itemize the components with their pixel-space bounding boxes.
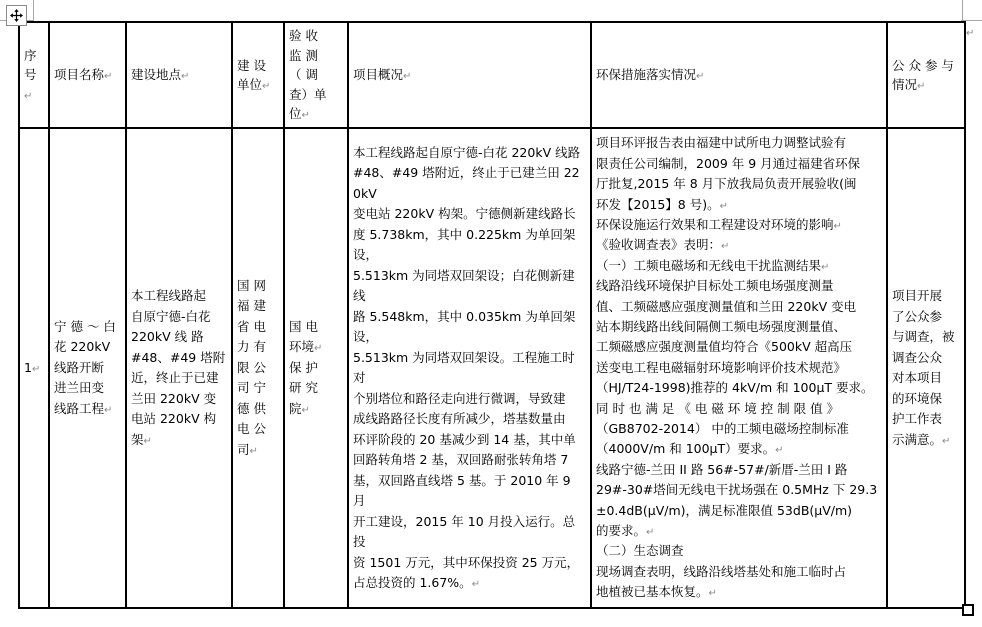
cell-seq[interactable]: 1↵ <box>19 128 49 608</box>
move-cross-icon <box>10 9 23 22</box>
cell-location[interactable]: 本工程线路起 自原宁德-白花 220kV 线 路 #48、#49 塔附 近，终止于已建 兰田 220kV 变 电站 220kV 构 架↵ <box>126 128 232 608</box>
cell-env-measures[interactable]: 项目环评报告表由福建中试所电力调整试验有 限责任公司编制，2009 年 9 月通过福建省环保 厅批复,2015 年 8 月下放我局负责开展验收(闽 环发【2015】8 号)。↵ 环保设施运行效果和工程建设对环境的影响↵ 《验收调查表》表明：↵ （一）工频电磁场和无线电干扰监测结果↵ 线路沿线环境保护目标处工频电场强度测量 值、工频磁感应强度测量值和兰田 220kV 变电 站本期线路出线间隔侧工频电场强度测量值、 工频磁感应强度测量值均符合《500kV 超高压 送变电工程电磁辐射环境影响评价技术规范》 （HJ/T24-1998)推荐的 4kV/m 和 100μT 要求。 同 时 也 满 足 《 电 磁 环 境 控 制 限 值 》 （GB8702-2014） 中的工频电磁场控制标准 （4000V/m 和 100μT）要求。↵ 线路宁德-兰田 II 路 56#-57#/新厝-兰田 I 路 29#-30#塔间无线电干扰场强在 0.5MHz 下 29.3 ±0.4dB(μV/m)，满足标准限值 53dB(μV/m) 的要求。↵ （二）生态调查 现场调查表明，线路沿线塔基处和施工临时占 地植被已基本恢复。↵ <box>591 128 887 608</box>
cell-builder[interactable]: 国 网 福 建 省 电 力 有 限 公 司 宁 德 供 电 公 司↵ <box>232 128 284 608</box>
text-boundary-corner-top-right <box>962 0 963 21</box>
header-seq[interactable]: 序 号↵ <box>19 22 49 128</box>
table-resize-handle[interactable] <box>962 604 974 616</box>
cell-project-name[interactable]: 宁 德 ～ 白 花 220kV 线路开断 进兰田变 线路工程↵ <box>49 128 126 608</box>
header-public-participation[interactable]: 公 众 参 与 情况↵ <box>887 22 965 128</box>
projects-table <box>18 21 966 609</box>
cell-inspector[interactable]: 国 电 环境↵ 保 护 研 究 院↵ <box>284 128 348 608</box>
table-row <box>19 128 965 608</box>
cell-overview[interactable]: 本工程线路起自原宁德-白花 220kV 线路 #48、#49 塔附近，终止于已建兰田 220kV 变电站 220kV 构架。宁德侧新建线路长 度 5.738km，其中 0.225km 为单回架设， 5.513km 为同塔双回架设；白花侧新建线 路 5.548km，其中 0.035km 为单回架设， 5.513km 为同塔双回架设。工程施工时对 个别塔位和路径走向进行微调，导致建 成线路路径长度有所减少，塔基数量由 环评阶段的 20 基减少到 14 基，其中单 回路转角塔 2 基，双回路耐张转角塔 7 基，双回路直线塔 5 基。于 2010 年 9 月 开工建设，2015 年 10 月投入运行。总投 资 1501 万元，其中环保投资 25 万元， 占总投资的 1.67%。↵ <box>348 128 591 608</box>
header-inspector[interactable]: 验 收 监 测 （ 调 查）单 位↵ <box>284 22 348 128</box>
header-env-measures[interactable]: 环保措施落实情况↵ <box>591 22 887 128</box>
header-row <box>19 22 965 128</box>
paragraph-mark: ↵ <box>966 28 975 39</box>
header-overview[interactable]: 项目概况↵ <box>348 22 591 128</box>
header-builder[interactable]: 建 设 单位↵ <box>232 22 284 128</box>
cell-public-participation[interactable]: 项目开展 了公众参 与调查，被 调查公众 对本项目 的环境保 护工作表 示满意。↵ <box>887 128 965 608</box>
table-move-handle[interactable] <box>6 5 27 26</box>
text-boundary-corner-top-left <box>33 0 34 21</box>
header-location[interactable]: 建设地点↵ <box>126 22 232 128</box>
header-project-name[interactable]: 项目名称↵ <box>49 22 126 128</box>
